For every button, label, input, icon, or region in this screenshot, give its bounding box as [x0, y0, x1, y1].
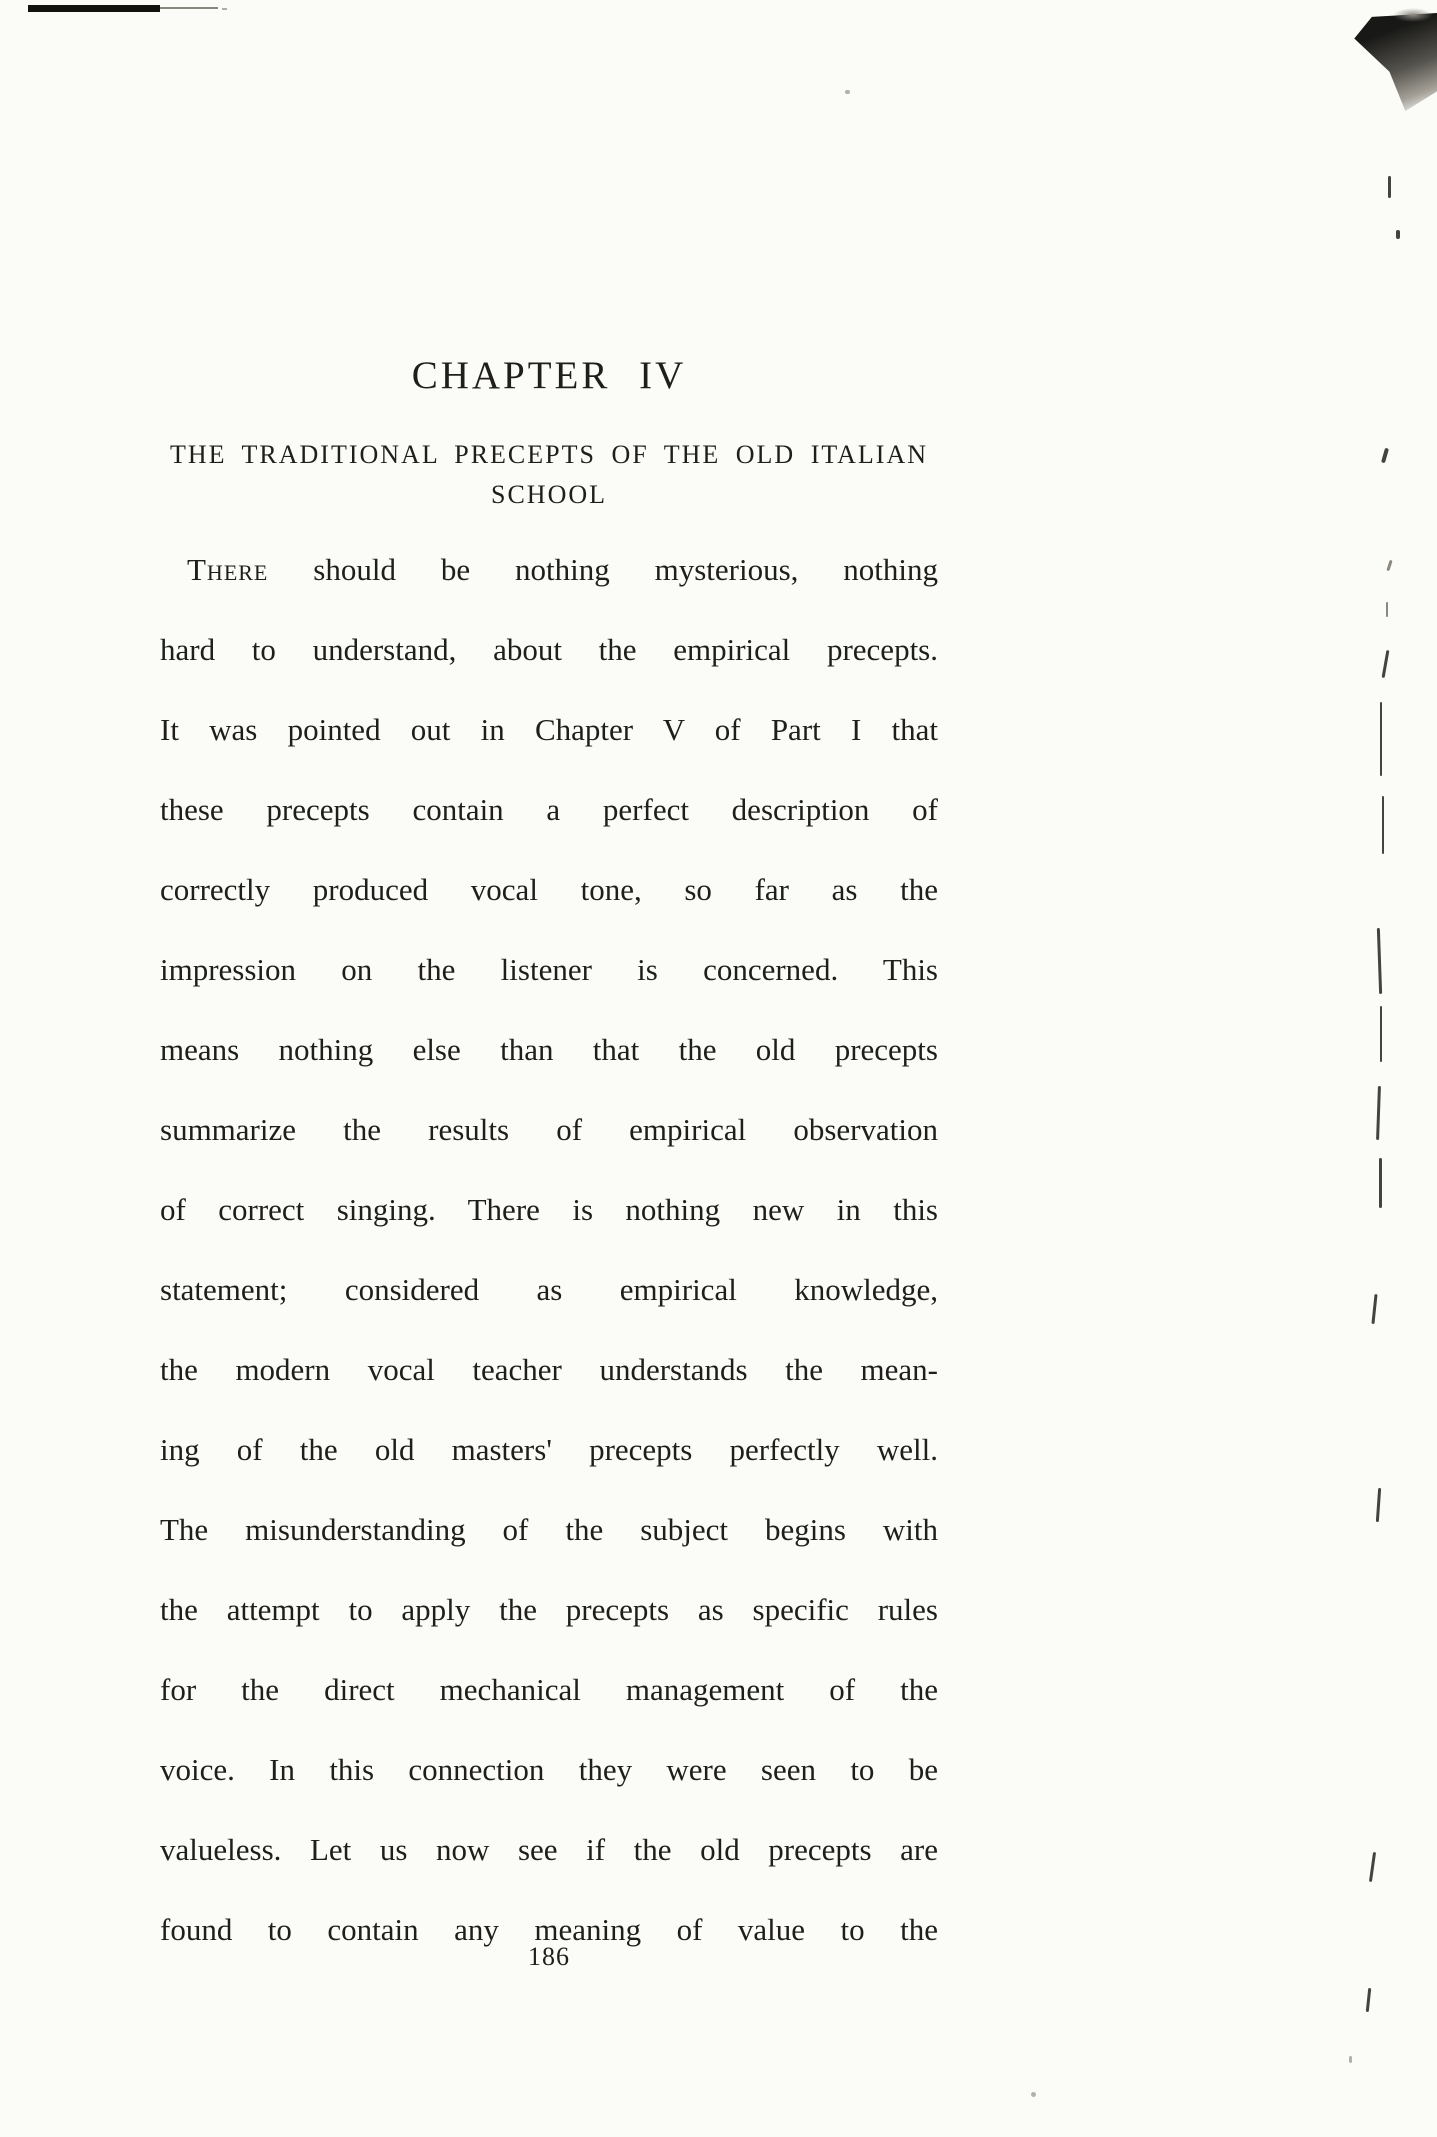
section-heading-line1: THE TRADITIONAL PRECEPTS OF THE OLD ITALIAN	[169, 440, 929, 469]
body-line: these precepts contain a perfect description of	[160, 792, 938, 827]
page-number: 186	[528, 1942, 570, 1971]
body-line: hard to understand, about the empirical precepts.	[160, 632, 938, 667]
body-line: impression on the listener is concerned. This	[160, 952, 938, 987]
body-line: valueless. Let us now see if the old precepts are	[160, 1832, 938, 1867]
text-column	[160, 0, 938, 1972]
section-heading-line2: SCHOOL	[490, 480, 607, 509]
scan-artifact	[1382, 650, 1390, 678]
scan-artifact	[1380, 702, 1382, 776]
body-line: ing of the old masters' precepts perfectly well.	[160, 1432, 938, 1467]
scan-artifact	[1388, 176, 1391, 198]
body-line: means nothing else than that the old precepts	[160, 1032, 938, 1067]
body-line: of correct singing. There is nothing new in this	[160, 1192, 938, 1227]
chapter-title: CHAPTER IV	[411, 354, 687, 397]
body-line: the attempt to apply the precepts as specific rules	[160, 1592, 938, 1627]
body-line: It was pointed out in Chapter V of Part I that	[160, 712, 938, 747]
body-line: the modern vocal teacher understands the mean-	[160, 1352, 938, 1387]
scan-artifact	[1382, 796, 1384, 854]
scan-artifact	[1031, 2092, 1036, 2097]
scan-artifact	[1349, 2056, 1352, 2063]
scan-artifact-top-bar	[28, 5, 160, 12]
body-line: There should be nothing mysterious, nothing	[187, 552, 938, 587]
body-line: statement; considered as empirical knowledge,	[160, 1272, 938, 1307]
body-line: voice. In this connection they were seen to be	[160, 1752, 938, 1787]
ink-smudge	[1349, 13, 1437, 111]
body-line: for the direct mechanical management of the	[160, 1672, 938, 1707]
body-line: correctly produced vocal tone, so far as the	[160, 872, 938, 907]
body-paragraph	[160, 530, 938, 1970]
scan-artifact	[1377, 928, 1382, 994]
scan-artifact	[1376, 1488, 1381, 1522]
lead-word: There	[187, 552, 269, 587]
scan-artifact	[1379, 1158, 1382, 1208]
section-heading	[160, 435, 938, 515]
scan-artifact	[1386, 560, 1392, 571]
scan-artifact	[1376, 1086, 1381, 1140]
body-line: The misunderstanding of the subject begins with	[160, 1512, 938, 1547]
scan-artifact	[1369, 1852, 1376, 1882]
scan-artifact	[1380, 1006, 1382, 1062]
scan-artifact	[1381, 448, 1389, 464]
body-line: summarize the results of empirical observation	[160, 1112, 938, 1147]
scan-artifact	[1366, 1988, 1371, 2012]
scan-artifact	[1386, 602, 1388, 617]
body-line: found to contain any meaning of value to the	[160, 1912, 938, 1947]
scan-artifact	[1396, 230, 1400, 239]
scan-artifact	[1371, 1294, 1377, 1324]
scan-artifact	[1393, 8, 1433, 22]
